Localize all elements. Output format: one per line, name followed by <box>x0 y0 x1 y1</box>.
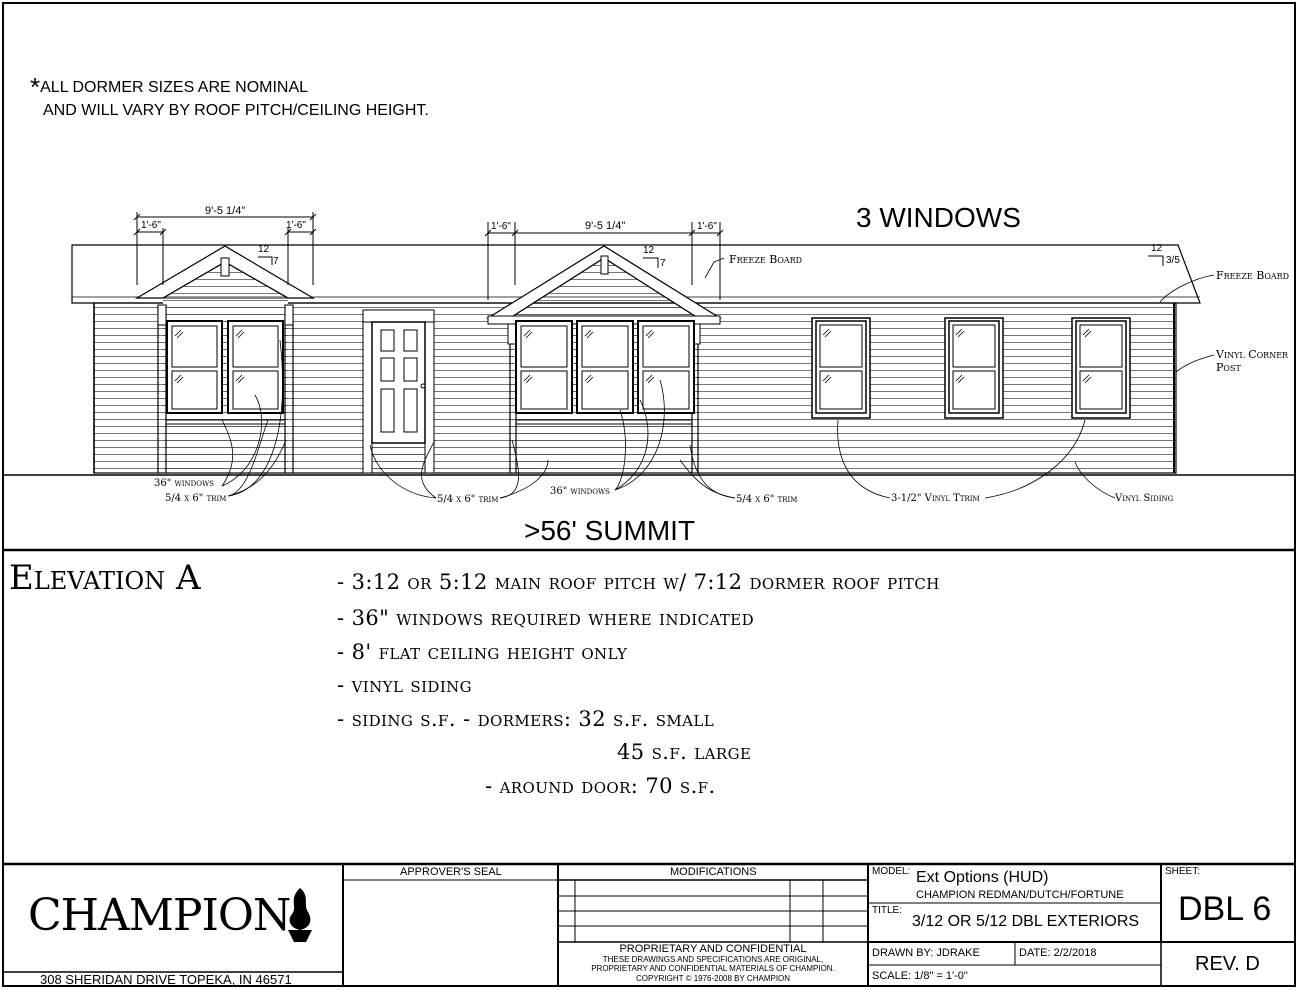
windows-36-left-label: 36" windows <box>154 478 214 489</box>
spec-line-6: 45 s.f. large <box>617 740 752 764</box>
model-field-value: Ext Options (HUD) <box>916 869 1049 886</box>
pitch-main-run: 12 <box>1151 243 1163 254</box>
model-field-label: MODEL: <box>872 866 911 877</box>
copyright-line: COPYRIGHT © 1976-2008 BY CHAMPION <box>635 974 791 983</box>
spec-line-7: - around door: 70 s.f. <box>485 774 716 798</box>
title-field-value: 3/12 OR 5/12 DBL EXTERIORS <box>912 913 1140 930</box>
note-line-2: AND WILL VARY BY ROOF PITCH/CEILING HEIGHT. <box>43 102 429 119</box>
freeze-board-label-2: Freeze Board <box>1216 269 1290 282</box>
vinyl-corner-post-line-1: Vinyl Corner <box>1216 348 1289 361</box>
model-name: >56' SUMMIT <box>524 515 696 546</box>
spec-line-5: - siding s.f. - dormers: 32 s.f. small <box>337 707 715 731</box>
model-field-sub: CHAMPION REDMAN/DUTCH/FORTUNE <box>916 889 1124 901</box>
drawn-by: DRAWN BY: JDRAKE <box>872 947 980 959</box>
dim-left-b: 1'-6" <box>286 220 306 231</box>
pitch-left-run: 12 <box>258 244 270 255</box>
pitch-mid-rise: 7 <box>660 258 666 269</box>
spec-line-3: - 8' flat ceiling height only <box>337 640 628 664</box>
spec-line-2: - 36" windows required where indicated <box>337 606 755 630</box>
champion-logo: CHAMPION <box>28 890 291 941</box>
company-address: 308 SHERIDAN DRIVE TOPEKA, IN 46571 <box>40 972 292 987</box>
trim-mid-label: 5/4 x 6" trim <box>736 494 798 505</box>
freeze-board-label-1: Freeze Board <box>729 253 803 266</box>
sheet-field-label: SHEET: <box>1165 866 1201 877</box>
proprietary-line-2: PROPRIETARY AND CONFIDENTIAL MATERIALS OF CHAMPION. <box>591 964 835 973</box>
approvers-seal-label: APPROVER'S SEAL <box>400 866 502 878</box>
modifications-label: MODIFICATIONS <box>670 866 757 878</box>
drawing-scale: SCALE: 1/8" = 1'-0" <box>872 970 968 982</box>
drawing-date: DATE: 2/2/2018 <box>1019 947 1097 959</box>
revision: REV. D <box>1195 953 1260 975</box>
vinyl-siding-label: Vinyl Siding <box>1115 493 1174 504</box>
trim-door-label: 5/4 x 6" trim <box>437 494 499 505</box>
dim-left-a: 1'-6" <box>141 220 161 231</box>
windows-heading: 3 WINDOWS <box>856 202 1021 233</box>
spec-line-4: - vinyl siding <box>337 673 473 697</box>
dim-mid-a: 1'-6" <box>491 221 511 232</box>
elevation-title: Elevation A <box>9 558 201 598</box>
dim-mid-center: 9'-5 1/4" <box>585 220 626 232</box>
vinyl-corner-post-line-2: Post <box>1216 361 1241 374</box>
proprietary-block <box>560 944 866 985</box>
pitch-main-rise: 3/5 <box>1166 255 1180 266</box>
sheet-number: DBL 6 <box>1178 890 1272 928</box>
windows-36-mid-label: 36" windows <box>550 486 610 497</box>
flame-icon <box>288 888 312 942</box>
note-line-1: ALL DORMER SIZES ARE NOMINAL <box>40 79 309 96</box>
trim-left-label: 5/4 x 6" trim <box>165 493 227 504</box>
proprietary-line-1: THESE DRAWINGS AND SPECIFICATIONS ARE ORIGINAL, <box>602 955 824 964</box>
spec-line-1: - 3:12 or 5:12 main roof pitch w/ 7:12 dormer roof pitch <box>337 570 940 594</box>
note-asterisk: * <box>30 72 41 102</box>
dim-mid-b: 1'-6" <box>697 221 717 232</box>
pitch-mid-run: 12 <box>643 245 655 256</box>
proprietary-title: PROPRIETARY AND CONFIDENTIAL <box>619 943 807 955</box>
pitch-left-rise: 7 <box>273 256 279 267</box>
dim-left-center: 9'-5 1/4" <box>205 205 246 217</box>
title-field-label: TITLE: <box>872 905 903 916</box>
vinyl-trim-label: 3-1/2" Vinyl Ttrim <box>891 493 980 504</box>
